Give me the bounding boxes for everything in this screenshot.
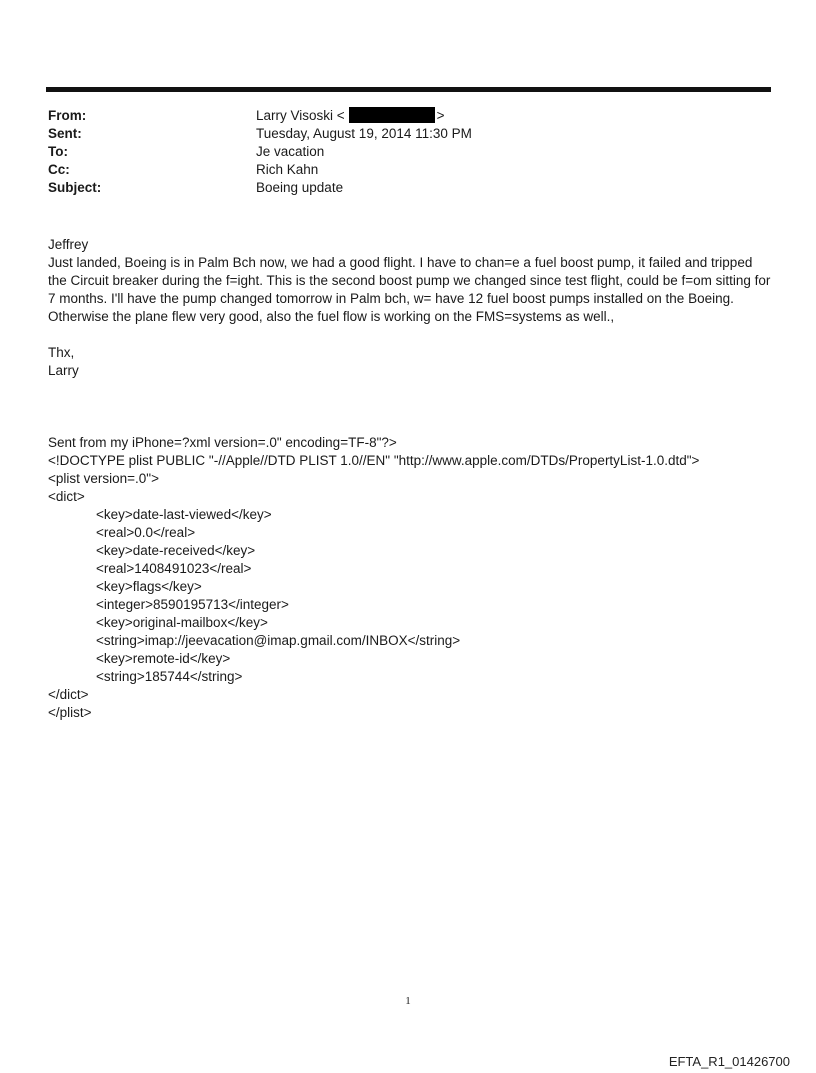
from-value [256, 107, 768, 125]
plist-entry: <key>date-last-viewed</key> [96, 507, 272, 522]
from-name: Larry Visoski < [256, 108, 345, 123]
from-row [48, 107, 768, 125]
email-body [48, 236, 773, 722]
sent-label: Sent: [48, 126, 82, 141]
sent-from-line: Sent from my iPhone=?xml version=.0" encoding=TF-8"?> [48, 435, 397, 450]
plist-entry: <key>remote-id</key> [96, 651, 231, 666]
sent-row [48, 125, 768, 143]
plist-entry: <key>date-received</key> [96, 543, 256, 558]
plist-entry: <real>1408491023</real> [96, 561, 252, 576]
plist-entry: <key>original-mailbox</key> [96, 615, 268, 630]
plist-open-line: <plist version=.0"> [48, 471, 159, 486]
page-number: 1 [405, 995, 411, 1007]
plist-entry: <string>imap://jeevacation@imap.gmail.com/INBOX</string> [96, 633, 461, 648]
subject-row [48, 179, 768, 197]
plist-entry: <integer>8590195713</integer> [96, 597, 289, 612]
redaction-box [349, 107, 435, 123]
plist-entry: <key>flags</key> [96, 579, 202, 594]
to-row [48, 143, 768, 161]
subject-label: Subject: [48, 180, 102, 195]
to-value: Je vacation [256, 144, 325, 159]
doctype-line: <!DOCTYPE plist PUBLIC "-//Apple//DTD PLIST 1.0//EN" "http://www.apple.com/DTDs/PropertyList-1.0.dtd"> [48, 453, 700, 468]
to-label: To: [48, 144, 68, 159]
email-header [48, 107, 768, 197]
from-label: From: [48, 108, 87, 123]
subject-value: Boeing update [256, 180, 344, 195]
header-rule [46, 87, 771, 92]
cc-value: Rich Kahn [256, 162, 319, 177]
plist-entry: <string>185744</string> [96, 669, 243, 684]
from-suffix: > [436, 108, 445, 123]
message-text: Just landed, Boeing is in Palm Bch now, we had a good flight. I have to chan=e a fuel boost pump, it failed and tripped the Circuit breaker during the f=ight. This is the second boost pump we changed since test flight, could be f=om sitting for 7 months. I'll have the pump changed tomorrow in Palm bch, w= have 12 fuel boost pumps installed on the Boeing. Otherwise the plane flew very good, also the fuel flow is working on the FMS=systems as well., [48, 255, 771, 324]
document-id: EFTA_R1_01426700 [668, 1054, 790, 1069]
signature: Larry [48, 363, 79, 378]
greeting: Jeffrey [48, 237, 89, 252]
sent-value: Tuesday, August 19, 2014 11:30 PM [256, 126, 472, 141]
cc-row [48, 161, 768, 179]
plist-close-line: </plist> [48, 705, 92, 720]
dict-open-line: <dict> [48, 489, 85, 504]
plist-entry: <real>0.0</real> [96, 525, 196, 540]
dict-close-line: </dict> [48, 687, 89, 702]
cc-label: Cc: [48, 162, 70, 177]
signoff: Thx, [48, 345, 75, 360]
